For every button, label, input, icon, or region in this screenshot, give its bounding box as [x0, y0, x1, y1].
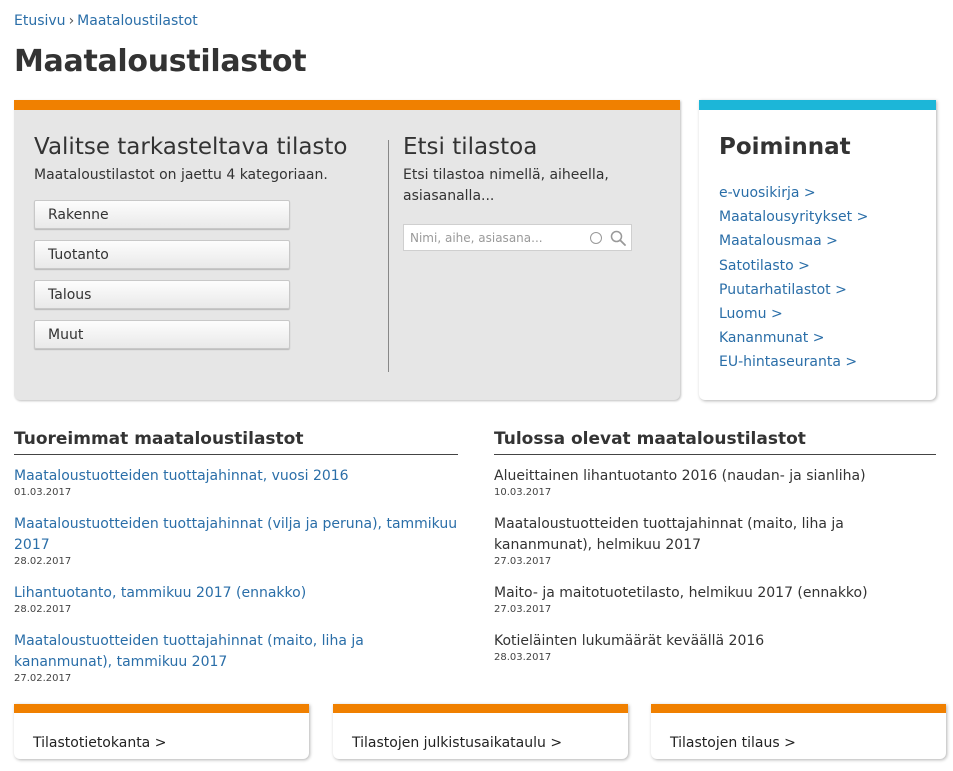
latest-list-item — [14, 583, 458, 617]
category-description: Maataloustilastot on jaettu 4 kategoriaan. — [34, 167, 328, 183]
search-icon[interactable] — [610, 230, 626, 246]
latest-item-date: 28.02.2017 — [14, 604, 72, 615]
pick-link-puutarhatilastot[interactable]: Puutarhatilastot > — [719, 281, 847, 298]
upcoming-list-item — [494, 631, 936, 665]
pick-link-maatalousmaa[interactable]: Maatalousmaa > — [719, 233, 838, 250]
category-button-tuotanto[interactable]: Tuotanto — [34, 240, 290, 269]
tile-label: Tilastotietokanta > — [33, 735, 167, 751]
picks-list-item — [719, 254, 868, 278]
page-title: Maataloustilastot — [14, 44, 307, 79]
latest-list-item — [14, 631, 458, 686]
search-column — [403, 132, 653, 251]
search-input[interactable] — [404, 225, 589, 250]
breadcrumb-home-link[interactable]: Etusivu — [14, 13, 66, 29]
latest-statistics-section — [14, 428, 458, 700]
upcoming-item-date: 27.03.2017 — [494, 556, 552, 567]
category-button-talous[interactable]: Talous — [34, 280, 290, 309]
breadcrumb-separator: › — [68, 13, 75, 29]
upcoming-heading: Tulossa olevat maataloustilastot — [494, 428, 936, 455]
upcoming-list-item — [494, 514, 936, 569]
latest-list-item — [14, 466, 458, 500]
picks-list-item — [719, 181, 868, 205]
pick-link-maatalousyritykset[interactable]: Maatalousyritykset > — [719, 209, 869, 226]
upcoming-list-item — [494, 466, 936, 500]
upcoming-item-title: Alueittainen lihantuotanto 2016 (naudan- ja sianliha) — [494, 468, 866, 484]
tile-statistics-database[interactable] — [14, 704, 309, 759]
pick-link-kananmunat[interactable]: Kananmunat > — [719, 330, 825, 347]
statistics-selection-panel — [14, 100, 680, 400]
picks-list-item — [719, 326, 868, 350]
upcoming-statistics-section — [494, 428, 936, 679]
latest-item-link[interactable]: Maataloustuotteiden tuottajahinnat (vilja ja peruna), tammikuu 2017 — [14, 516, 458, 553]
picks-list-item — [719, 229, 868, 253]
latest-item-date: 01.03.2017 — [14, 487, 72, 498]
tile-release-calendar[interactable] — [333, 704, 628, 759]
picks-list — [719, 181, 868, 375]
category-column — [34, 132, 364, 360]
latest-item-link[interactable]: Maataloustuotteiden tuottajahinnat (maito, liha ja kananmunat), tammikuu 2017 — [14, 633, 364, 670]
picks-list-item — [719, 278, 868, 302]
latest-item-date: 27.02.2017 — [14, 673, 72, 684]
picks-heading: Poiminnat — [719, 134, 851, 160]
latest-list — [14, 466, 458, 686]
tile-statistics-order[interactable] — [651, 704, 946, 759]
picks-panel — [699, 100, 936, 400]
latest-item-date: 28.02.2017 — [14, 556, 72, 567]
pick-link-satotilasto[interactable]: Satotilasto > — [719, 257, 810, 274]
picks-list-item — [719, 350, 868, 374]
picks-list-item — [719, 205, 868, 229]
latest-list-item — [14, 514, 458, 569]
pick-link-e-vuosikirja[interactable]: e-vuosikirja > — [719, 185, 816, 201]
breadcrumb — [14, 13, 198, 29]
latest-heading: Tuoreimmat maataloustilastot — [14, 428, 458, 455]
category-button-muut[interactable]: Muut — [34, 320, 290, 349]
clear-icon[interactable] — [590, 232, 602, 244]
upcoming-list-item — [494, 583, 936, 617]
breadcrumb-current-link[interactable]: Maataloustilastot — [77, 13, 198, 29]
search-description: Etsi tilastoa nimellä, aiheella, asiasanalla... — [403, 167, 609, 204]
tile-label: Tilastojen tilaus > — [670, 735, 796, 751]
search-box — [403, 224, 632, 251]
category-button-rakenne[interactable]: Rakenne — [34, 200, 290, 229]
latest-item-link[interactable]: Lihantuotanto, tammikuu 2017 (ennakko) — [14, 585, 307, 601]
upcoming-item-date: 10.03.2017 — [494, 487, 552, 498]
category-button-list — [34, 200, 364, 349]
upcoming-item-title: Kotieläinten lukumäärät keväällä 2016 — [494, 633, 765, 649]
latest-item-link[interactable]: Maataloustuotteiden tuottajahinnat, vuosi 2016 — [14, 468, 349, 484]
pick-link-eu-hintaseuranta[interactable]: EU-hintaseuranta > — [719, 354, 858, 371]
upcoming-item-title: Maito- ja maitotuotetilasto, helmikuu 2017 (ennakko) — [494, 585, 868, 601]
upcoming-item-date: 27.03.2017 — [494, 604, 552, 615]
upcoming-item-date: 28.03.2017 — [494, 652, 552, 663]
column-divider — [388, 140, 389, 372]
search-heading: Etsi tilastoa — [403, 134, 538, 160]
tile-label: Tilastojen julkistusaikataulu > — [352, 735, 563, 751]
category-heading: Valitse tarkasteltava tilasto — [34, 134, 348, 160]
upcoming-item-title: Maataloustuotteiden tuottajahinnat (maito, liha ja kananmunat), helmikuu 2017 — [494, 516, 844, 553]
upcoming-list — [494, 466, 936, 665]
pick-link-luomu[interactable]: Luomu > — [719, 306, 783, 323]
picks-list-item — [719, 302, 868, 326]
